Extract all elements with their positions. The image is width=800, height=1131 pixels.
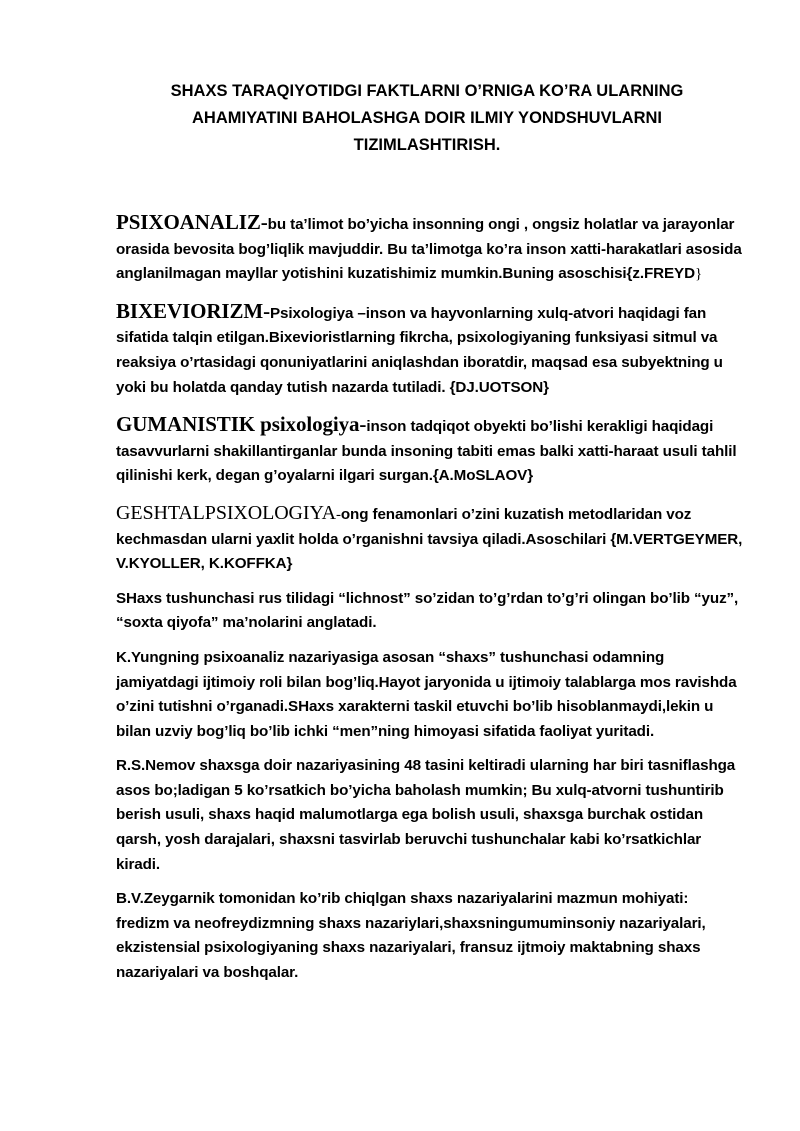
- bixeviorizm-text: Psixologiya –inson va hayvonlarning xulq-atvori haqidagi fan sifatida talqin etilgan.Bixevioristlarning fikrcha, psixologiyaning funksiyasi sitmul va reaksiya o’rtasidagi qonuniyatlarini aniqlashdan iboratdir, maqsad esa subyektning u yoki bu holatda qanday tutish nazarda tutiladi. {DJ.UOTSON}: [116, 304, 723, 396]
- geshtalt-text: ong fenamonlari o’zini kuzatish metodlaridan voz kechmasdan ularni yaxlit holda o’rganishni tavsiya qiladi.Asoschilari {M.VERTGEYMER, V.KYOLLER, K.KOFFKA}: [116, 505, 743, 573]
- shaxs-definition-paragraph: SHaxs tushunchasi rus tilidagi “lichnost” so’zidan to’g’rdan to’g’ri olingan bo’lib “yuz”, “soxta qiyofa” ma’nolarini anglatadi.: [116, 589, 739, 632]
- yung-paragraph: K.Yungning psixoanaliz nazariyasiga asosan “shaxs” tushunchasi odamning jamiyatdagi ijtimoiy roli bilan bog’liq.Hayot jaryonida u ijtimoiy talablarga mos ravishda o’zini tutishni o’rganadi.SHaxs xarakterni taskil etuvchi bo’lib hisoblanmaydi,lekin u bilan uzviy bog’liq bo’lib ichki “men”ning himoyasi sifatida faoliyat yuritadi.: [116, 648, 737, 740]
- gumanistik-text: inson tadqiqot obyekti bo’lishi kerakligi haqidagi tasavvurlarni shakillantirganlar bunda insoning tabiti emas balki xatti-haraat usuli tahlil qilinishi kerk, degan g’oyalarni ilgari surgan.{A.MoSLAOV}: [116, 418, 737, 485]
- geshtalt-dash: -: [335, 506, 341, 523]
- bixeviorizm-paragraph: [116, 299, 744, 400]
- gumanistik-paragraph: [116, 412, 744, 489]
- psixoanaliz-text: bu ta’limot bo’yicha insonning ongi , ongsiz holatlar va jarayonlar orasida bevosita bog’liqlik mavjuddir. Bu ta’limotga ko’ra inson xatti-harakatlari asosida anglanilmagan mayllar yotishini kuzatishimiz mumkin.Buning asoschisi{z.FREYD: [116, 216, 742, 283]
- nemov-paragraph: R.S.Nemov shaxsga doir nazariyasining 48 tasini keltiradi ularning har biri tasniflashga asos bo;ladigan 5 ko’rsatkich bo’yicha baholash mumkin; Bu xulq-atvorni tushuntirib berish usuli, shaxs haqid malumotlarga ega bolish usuli, shaxsga burchak ostidan qarsh, yosh darajalari, shaxsni tasvirlab beruvchi tushunchalar kabi ko’rsatkichlar kiradi.: [116, 757, 736, 873]
- document-body: [116, 210, 744, 996]
- geshtalt-term: GESHTALPSIXOLOGIYA: [116, 501, 336, 524]
- psixoanaliz-close-brace: }: [694, 266, 703, 283]
- geshtalt-paragraph: [116, 501, 744, 577]
- bixeviorizm-term: BIXEVIORIZM-: [116, 298, 270, 323]
- psixoanaliz-paragraph: [116, 210, 744, 287]
- psixoanaliz-term: PSIXOANALIZ-: [116, 210, 268, 234]
- document-title: SHAXS TARAQIYOTIDGI FAKTLARNI O’RNIGA KO’RA ULARNING AHAMIYATINI BAHOLASHGA DOIR ILMIY YONDSHUVLARNI TIZIMLASHTIRISH.: [170, 82, 684, 154]
- zeygarnik-paragraph: B.V.Zeygarnik tomonidan ko’rib chiqlgan shaxs nazariyalarini mazmun mohiyati: fredizm va neofreydizmning shaxs nazariylari,shaxsningumuminsoniy nazariyalari, ekzistensial psixologiyaning shaxs nazariyalari, fransuz ijtmoiy maktabning shaxs nazariyalari va boshqalar.: [116, 890, 706, 982]
- gumanistik-term: GUMANISTIK psixologiya-: [116, 412, 367, 437]
